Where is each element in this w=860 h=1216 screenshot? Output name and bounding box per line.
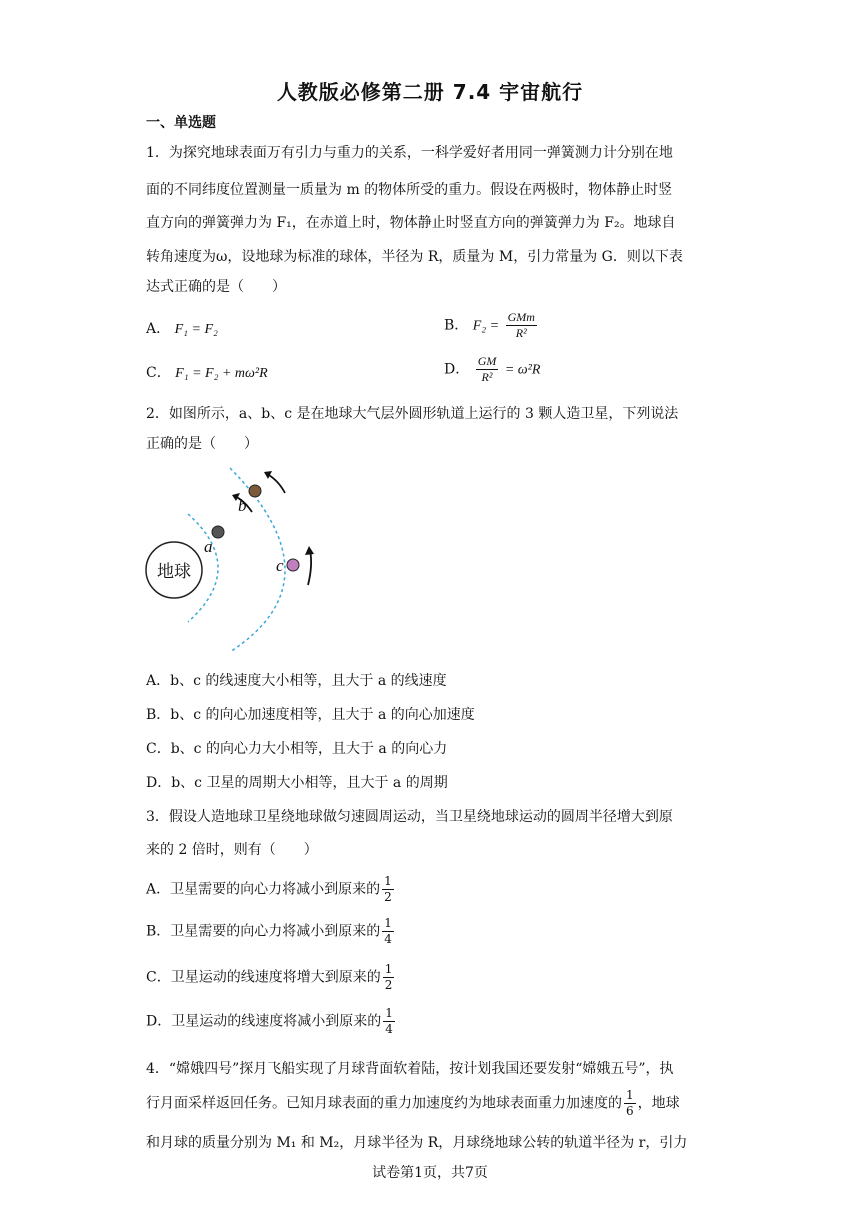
option-text: A．卫星需要的向心力将减小到原来的 xyxy=(146,881,381,898)
satellite-b xyxy=(249,485,261,497)
q1-option-a xyxy=(146,318,218,338)
label-c: c xyxy=(276,556,284,575)
arrow-b xyxy=(267,474,285,493)
fraction-numerator: 1 xyxy=(384,962,393,976)
section-heading: 一、单选题 xyxy=(146,115,216,131)
arrow-c xyxy=(308,550,311,585)
arrow-c-head xyxy=(305,546,314,555)
q2-line-2: 正确的是（ ） xyxy=(146,436,258,452)
q4-line-2 xyxy=(146,1088,680,1119)
q1-line-2: 面的不同纬度位置测量一质量为 m 的物体所受的重力。假设在两极时，物体静止时竖 xyxy=(146,182,673,198)
fraction-denominator: R² xyxy=(515,326,527,340)
q1-line-5: 达式正确的是（ ） xyxy=(146,279,286,295)
fraction-numerator: GMm xyxy=(507,310,535,324)
q2-option-c: C．b、c 的向心力大小相等，且大于 a 的向心力 xyxy=(146,741,448,757)
label-b: b xyxy=(238,496,247,515)
fraction-numerator: 1 xyxy=(385,1006,393,1020)
arrow-b-head xyxy=(264,471,272,479)
q1-option-b-fraction xyxy=(506,310,537,341)
q3-line-1: 3．假设人造地球卫星绕地球做匀速圆周运动，当卫星绕地球运动的圆周半径增大到原 xyxy=(146,809,673,825)
option-text: C．卫星运动的线速度将增大到原来的 xyxy=(146,969,381,986)
q1-option-d-rhs: = ω²R xyxy=(504,362,541,378)
option-label: A． xyxy=(146,321,171,337)
fraction-numerator: 1 xyxy=(626,1088,634,1102)
q4-line-2-text: 行月面采样返回任务。已知月球表面的重力加速度约为地球表面重力加速度的 xyxy=(146,1095,622,1112)
q3-option-d xyxy=(146,1006,397,1037)
option-fraction xyxy=(382,874,394,905)
earth-label: 地球 xyxy=(157,562,191,581)
option-text: D．卫星运动的线速度将减小到原来的 xyxy=(146,1013,382,1030)
q1-line-3: 直方向的弹簧弹力为 F₁，在赤道上时，物体静止时竖直方向的弹簧弹力为 F₂。地球自 xyxy=(146,215,676,231)
q3-option-c xyxy=(146,962,396,993)
fraction-denominator: 2 xyxy=(384,978,393,992)
q1-option-d-fraction xyxy=(476,354,499,385)
fraction-numerator: 1 xyxy=(384,874,392,888)
q4-line-2-tail: ，地球 xyxy=(637,1095,680,1112)
label-a: a xyxy=(204,537,213,556)
q1-line-1: 1．为探究地球表面万有引力与重力的关系，一科学爱好者用同一弹簧测力计分别在地 xyxy=(146,145,673,161)
q2-option-a: A．b、c 的线速度大小相等，且大于 a 的线速度 xyxy=(146,673,447,689)
q1-option-b xyxy=(444,310,539,341)
q4-fraction xyxy=(624,1088,636,1119)
q2-option-d: D．b、c 卫星的周期大小相等，且大于 a 的周期 xyxy=(146,775,448,791)
q2-option-b: B．b、c 的向心加速度相等，且大于 a 的向心加速度 xyxy=(146,707,475,723)
option-label: C． xyxy=(146,365,171,381)
q4-line-1: 4．“嫦娥四号”探月飞船实现了月球背面软着陆，按计划我国还要发射“嫦娥五号”，执 xyxy=(146,1061,674,1077)
fraction-denominator: 6 xyxy=(626,1104,634,1118)
q3-line-2: 来的 2 倍时，则有（ ） xyxy=(146,842,318,858)
q2-line-1: 2．如图所示，a、b、c 是在地球大气层外圆形轨道上运行的 3 颗人造卫星，下列说法 xyxy=(146,406,679,422)
option-text: B．卫星需要的向心力将减小到原来的 xyxy=(146,923,381,940)
q1-option-b-lhs: F₂ = xyxy=(472,318,500,334)
option-label: D． xyxy=(444,361,470,378)
fraction-numerator: 1 xyxy=(384,916,392,930)
q4-line-3: 和月球的质量分别为 M₁ 和 M₂，月球半径为 R，月球绕地球公转的轨道半径为 r，引力 xyxy=(146,1135,688,1151)
fraction-denominator: 4 xyxy=(384,932,392,946)
satellite-a xyxy=(212,526,224,538)
q1-option-c-expr: F₁ = F₂ + mω²R xyxy=(175,366,268,381)
q3-option-b xyxy=(146,916,396,947)
fraction-numerator: GM xyxy=(477,354,497,368)
option-fraction xyxy=(383,962,395,993)
satellite-orbit-figure xyxy=(140,460,340,660)
q1-line-4: 转角速度为ω，设地球为标准的球体，半径为 R，质量为 M，引力常量为 G．则以下表 xyxy=(146,249,683,265)
page-title: 人教版必修第二册 7.4 宇宙航行 xyxy=(276,80,584,104)
fraction-denominator: 2 xyxy=(384,890,392,904)
q1-option-d xyxy=(444,354,540,385)
satellite-c xyxy=(287,559,299,571)
q3-option-a xyxy=(146,874,396,905)
option-fraction xyxy=(383,1006,395,1037)
q1-option-a-expr: F₁ = F₂ xyxy=(174,322,218,337)
page-footer: 试卷第1页，共7页 xyxy=(372,1165,488,1181)
q1-option-c xyxy=(146,362,268,382)
fraction-denominator: 4 xyxy=(385,1022,393,1036)
fraction-denominator: R² xyxy=(481,370,493,384)
option-label: B． xyxy=(444,317,469,334)
option-fraction xyxy=(382,916,394,947)
